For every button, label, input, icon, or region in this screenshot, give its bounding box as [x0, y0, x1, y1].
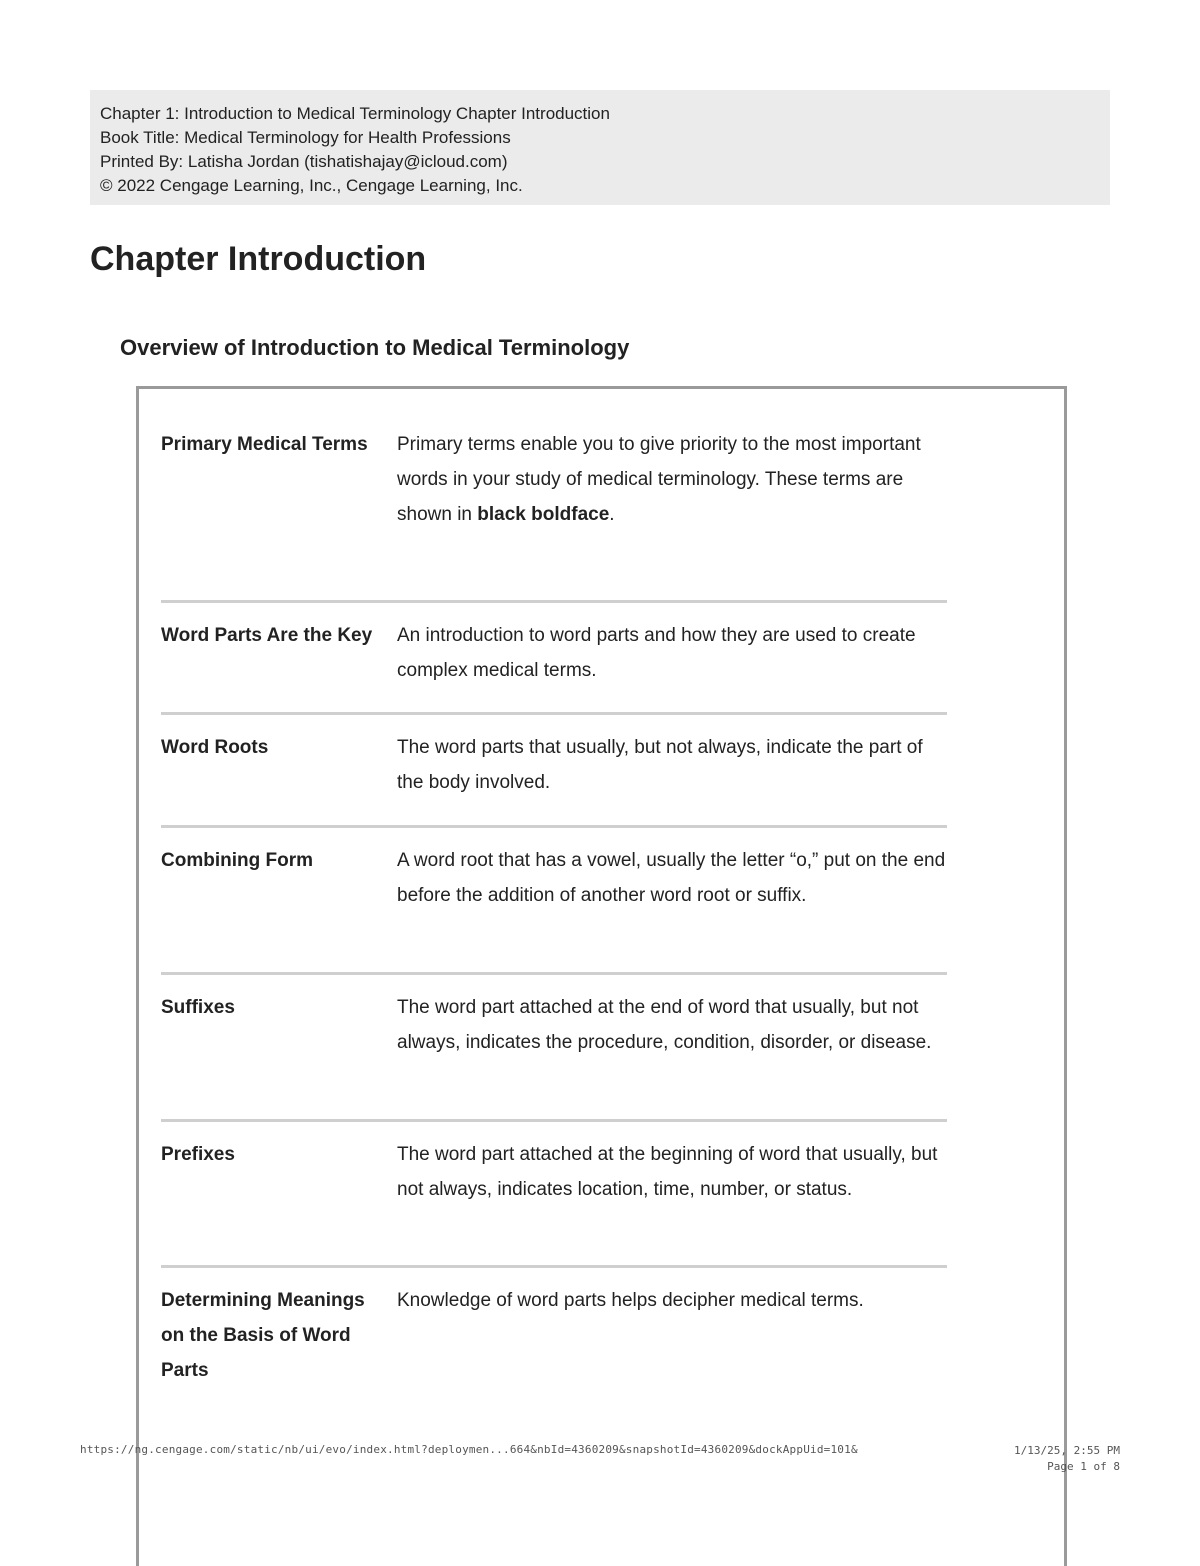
table-row: [161, 1119, 947, 1265]
term-definition: The word part attached at the end of word that usually, but not always, indicates the procedure, condition, disorder, or disease.: [397, 997, 932, 1053]
term-definition: A word root that has a vowel, usually the letter “o,” put on the end before the addition of another word root or suffix.: [397, 850, 946, 906]
term-definition: An introduction to word parts and how they are used to create complex medical terms.: [397, 625, 916, 681]
term-name: Word Roots: [161, 737, 269, 758]
term-name: Prefixes: [161, 1144, 235, 1165]
term-definition: Knowledge of word parts helps decipher medical terms.: [397, 1290, 864, 1311]
term-name: Word Parts Are the Key: [161, 625, 373, 646]
table-row: [161, 825, 947, 972]
footer-timestamp: 1/13/25, 2:55 PM: [1014, 1444, 1120, 1457]
term-name: Combining Form: [161, 850, 313, 871]
term-definition: [397, 427, 947, 600]
copyright-line: © 2022 Cengage Learning, Inc., Cengage Learning, Inc.: [100, 176, 523, 195]
term-definition-text: Primary terms enable you to give priority to the most important words in your study of medical terminology. These terms are shown in: [397, 434, 921, 525]
page-number: Page 1 of 8: [1047, 1460, 1120, 1473]
page-title: Chapter Introduction: [90, 240, 427, 278]
table-row: [161, 972, 947, 1119]
printed-by-line: Printed By: Latisha Jordan (tishatishajay@icloud.com): [100, 152, 508, 171]
term-definition-emphasis: black boldface: [477, 504, 610, 525]
term-table: [161, 427, 947, 1395]
print-header: [90, 90, 1110, 205]
section-title: Overview of Introduction to Medical Terminology: [120, 335, 630, 360]
term-definition: The word part attached at the beginning of word that usually, but not always, indicates location, time, number, or status.: [397, 1144, 938, 1200]
term-name: Suffixes: [161, 997, 235, 1018]
term-table-frame: [136, 386, 1067, 1566]
footer-meta: [1014, 1443, 1120, 1475]
chapter-line: Chapter 1: Introduction to Medical Terminology Chapter Introduction: [100, 104, 610, 123]
table-row: [161, 427, 947, 600]
term-definition: The word parts that usually, but not always, indicate the part of the body involved.: [397, 737, 923, 793]
term-name: Determining Meanings on the Basis of Word Parts: [161, 1290, 365, 1381]
table-row: [161, 1265, 947, 1395]
footer-url: https://ng.cengage.com/static/nb/ui/evo/index.html?deploymen...664&nbId=4360209&snapshotId=4360209&dockAppUid=101&: [80, 1443, 858, 1456]
table-row: [161, 712, 947, 825]
term-definition-end: .: [609, 504, 615, 525]
term-name: Primary Medical Terms: [161, 434, 368, 455]
book-title-line: Book Title: Medical Terminology for Health Professions: [100, 128, 511, 147]
table-row: [161, 600, 947, 712]
